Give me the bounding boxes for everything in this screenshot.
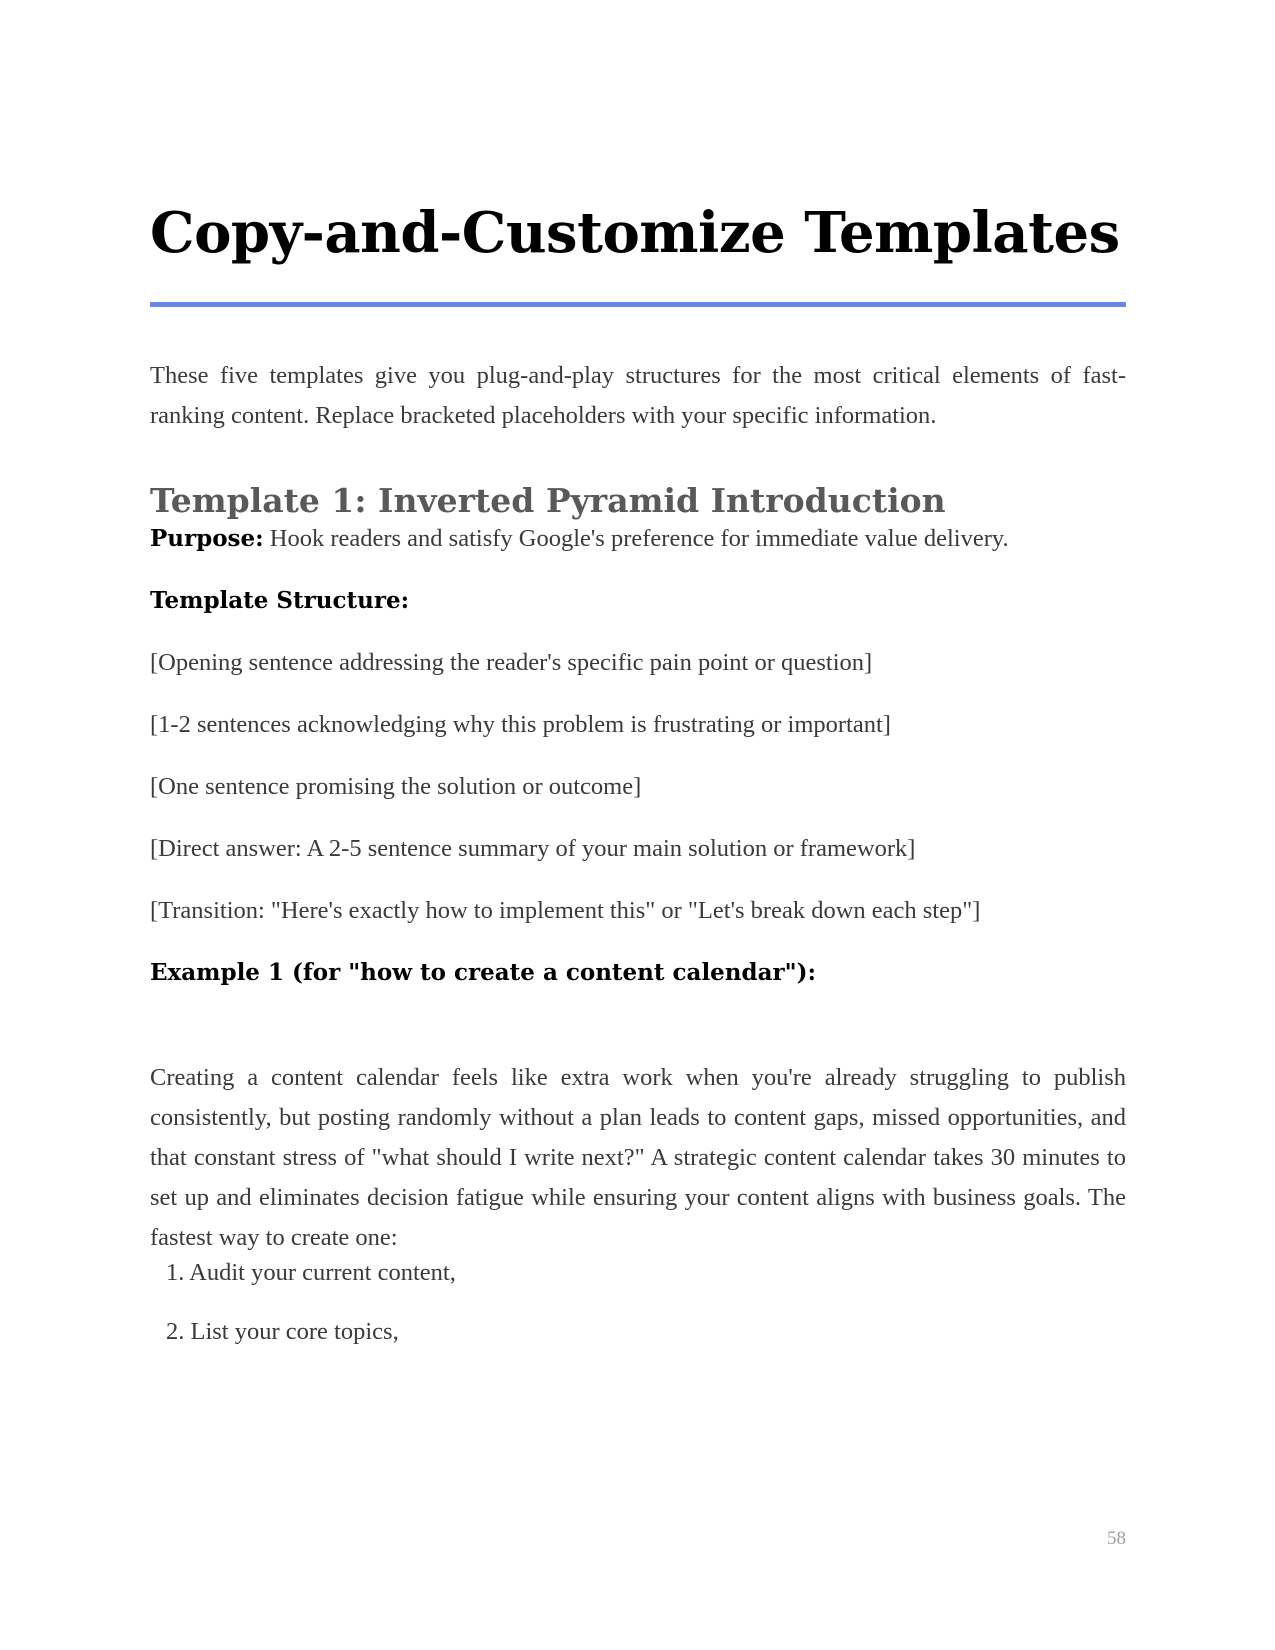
page-title: Copy-and-Customize Templates — [150, 200, 1120, 266]
purpose-text: Hook readers and satisfy Google's preference for immediate value delivery. — [263, 525, 1009, 552]
example-label-text: Example 1 (for "how to create a content calendar"): — [150, 959, 816, 986]
purpose-label: Purpose: — [150, 525, 264, 552]
list-item: 1. Audit your current content, — [166, 1259, 456, 1286]
section-heading: Template 1: Inverted Pyramid Introduction — [150, 481, 946, 520]
page-number: 58 — [1107, 1528, 1126, 1549]
title-divider — [150, 302, 1126, 307]
example-label — [150, 956, 816, 990]
purpose-line — [150, 522, 1009, 556]
structure-label-text: Template Structure: — [150, 587, 410, 614]
list-item: 2. List your core topics, — [166, 1318, 399, 1345]
structure-line: [One sentence promising the solution or outcome] — [150, 773, 642, 800]
structure-line: [Direct answer: A 2-5 sentence summary of your main solution or framework] — [150, 835, 916, 862]
structure-line: [Transition: "Here's exactly how to implement this" or "Let's break down each step"] — [150, 897, 981, 924]
structure-label — [150, 584, 409, 618]
structure-line: [Opening sentence addressing the reader's specific pain point or question] — [150, 649, 873, 676]
example-paragraph: Creating a content calendar feels like extra work when you're already struggling to publish consistently, but posting randomly without a plan leads to content gaps, missed opportunities, and that constant stress of "what should I write next?" A strategic content calendar takes 30 minutes to set up and eliminates decision fatigue while ensuring your content aligns with business goals. The fastest way to create one: — [150, 1064, 1126, 1251]
structure-line: [1-2 sentences acknowledging why this problem is frustrating or important] — [150, 711, 891, 738]
intro-paragraph: These five templates give you plug-and-play structures for the most critical elements of fast-ranking content. Replace bracketed placeholders with your specific information. — [150, 362, 1126, 429]
document-page — [150, 0, 1126, 1650]
